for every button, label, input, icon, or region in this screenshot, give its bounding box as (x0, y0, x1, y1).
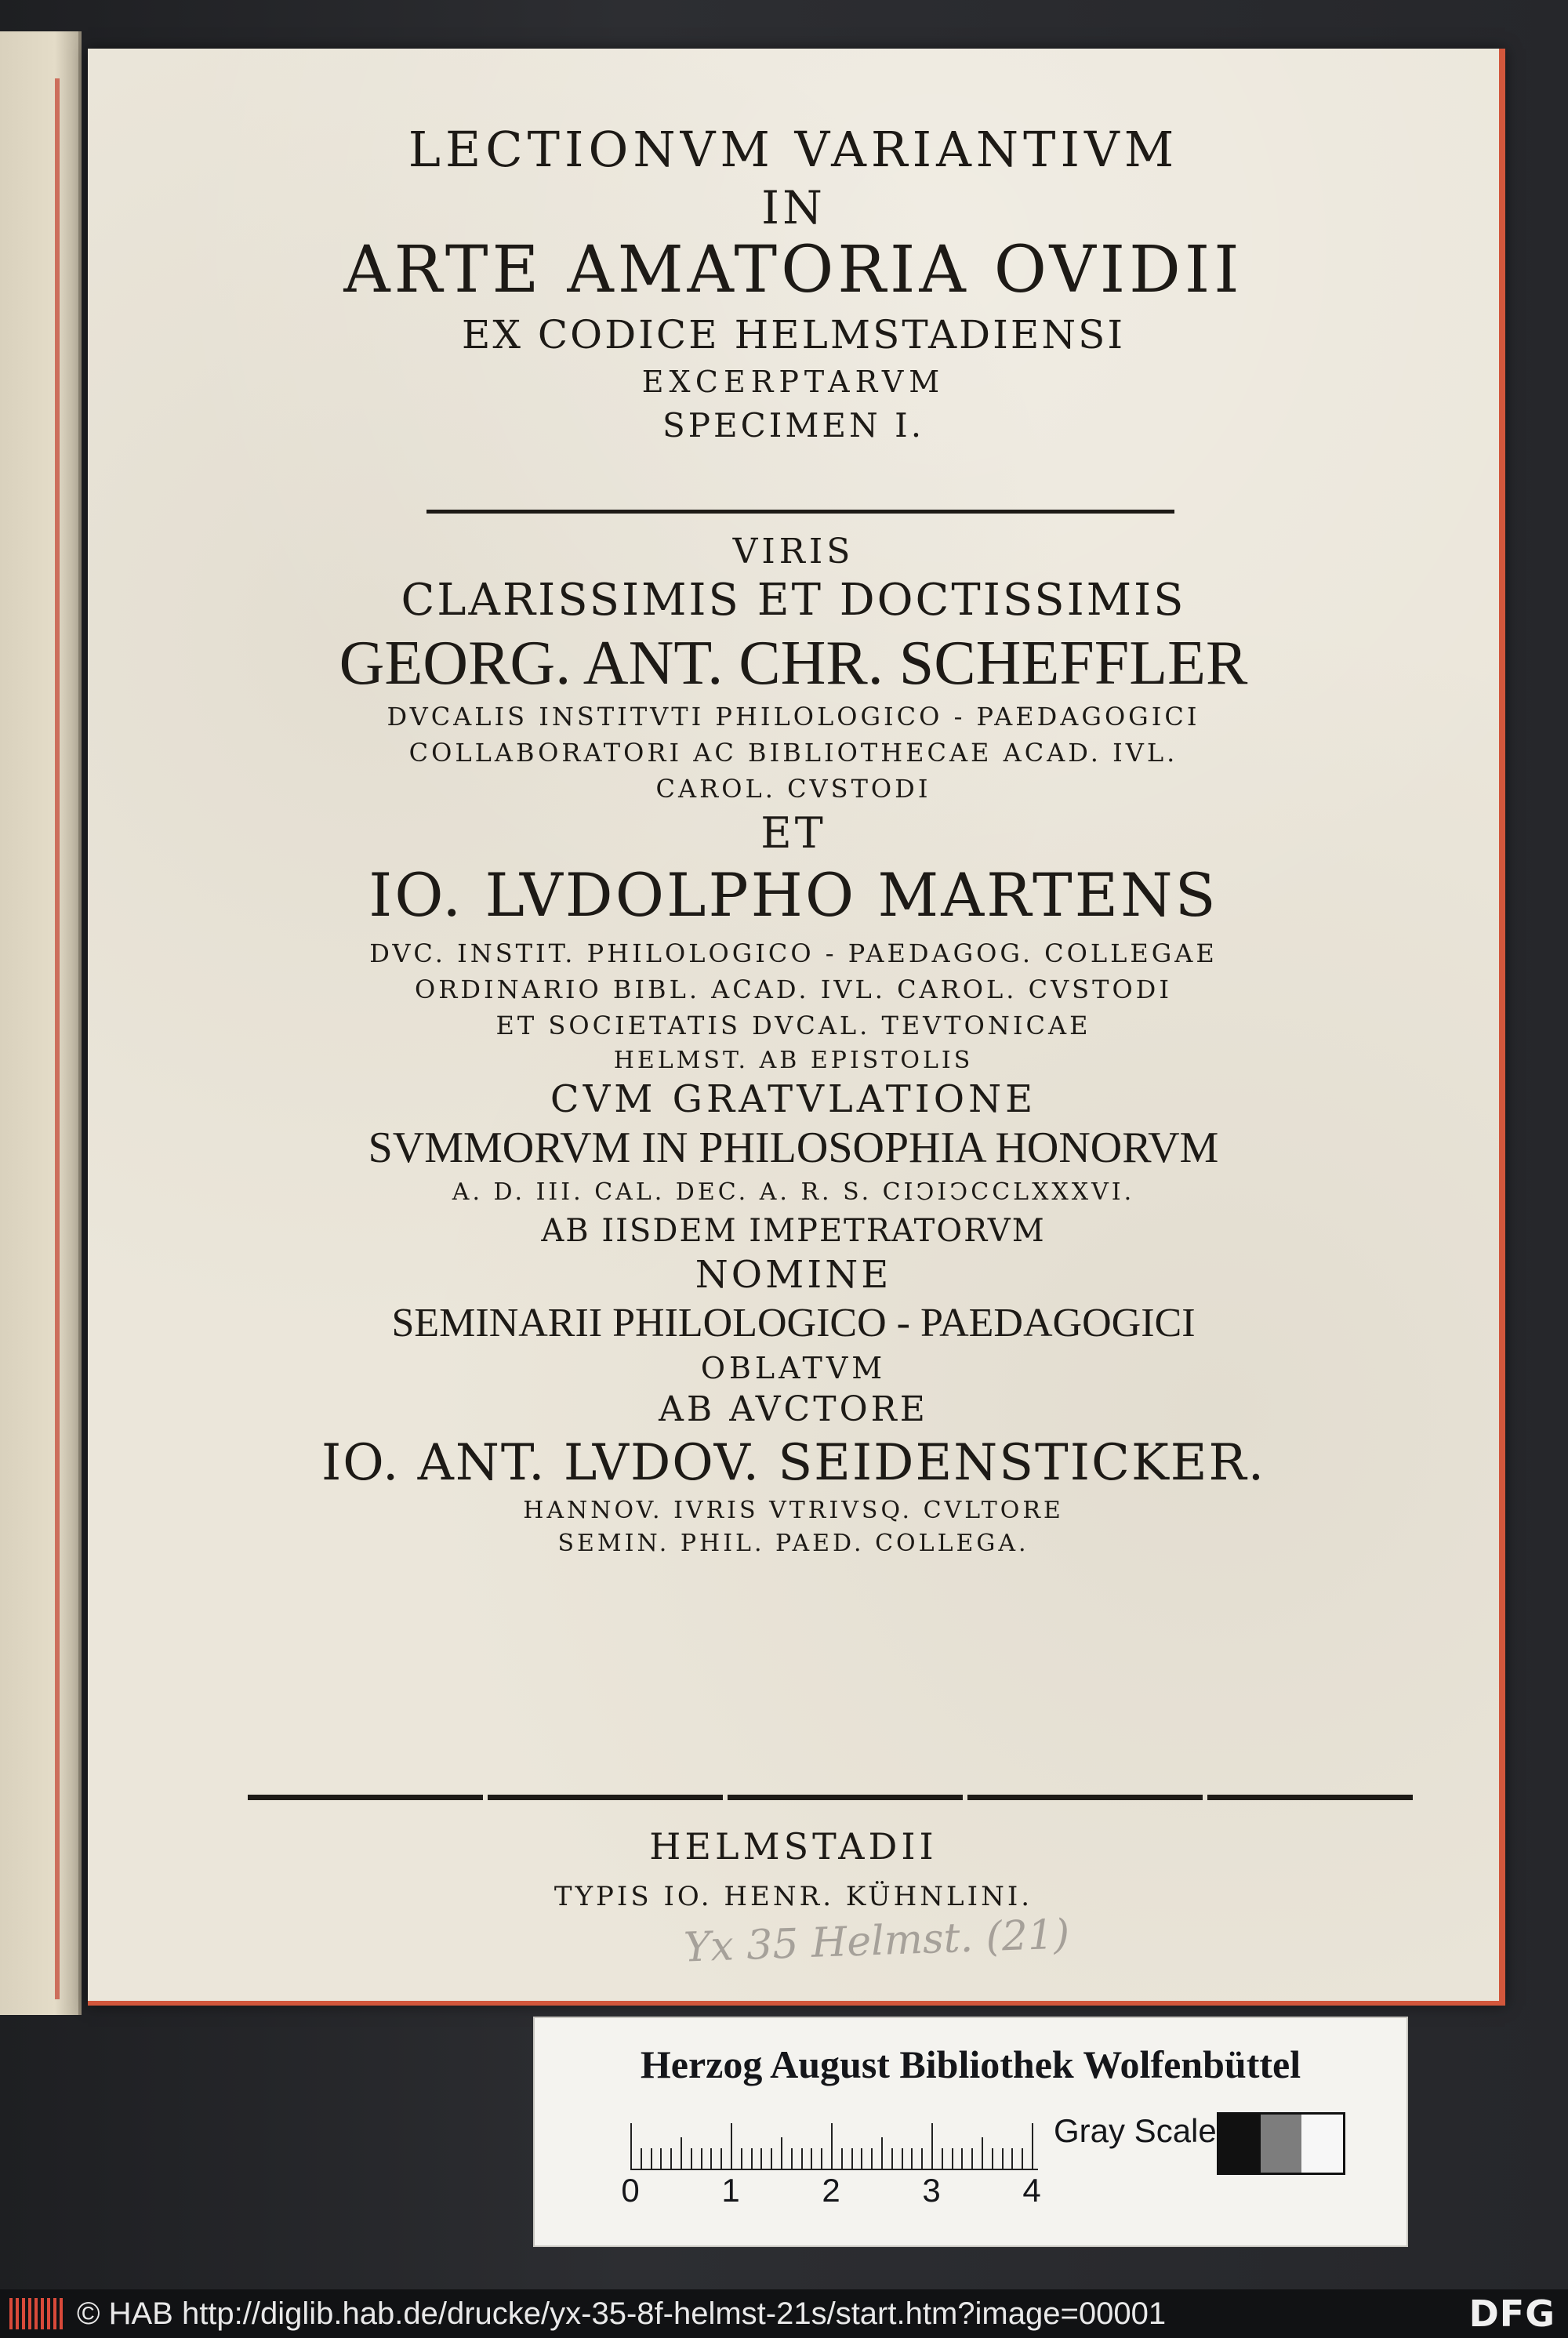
ruler-tick (982, 2137, 983, 2169)
summorum-line: SVMMORVM IN PHILOSOPHIA HONORVM (368, 1124, 1219, 1172)
gray-patch-1 (1219, 2115, 1261, 2173)
ruler-tick (710, 2148, 712, 2169)
ruler-tick (1011, 2148, 1013, 2169)
ruler-tick (651, 2148, 652, 2169)
ruler-tick (931, 2123, 933, 2169)
measurement-ruler (630, 2122, 1038, 2170)
ruler-tick (731, 2123, 732, 2169)
nomine-line: NOMINE (695, 1253, 892, 1297)
ruler-tick (942, 2148, 943, 2169)
ruler-label-2: 2 (822, 2172, 840, 2209)
dedicatee-1-title-line-2: COLLABORATORI AC BIBLIOTHECAE ACAD. IVL. (408, 738, 1178, 768)
imprint-place: HELMSTADII (649, 1825, 938, 1868)
ruler-label-0: 0 (621, 2172, 640, 2209)
dedication-clarissimis: CLARISSIMIS ET DOCTISSIMIS (401, 575, 1186, 626)
ruler-tick (660, 2148, 662, 2169)
title-line-6: SPECIMEN I. (662, 406, 925, 445)
dedicatee-name-2: IO. LVDOLPHO MARTENS (368, 860, 1218, 930)
ruler-tick (851, 2148, 853, 2169)
oblatum-line: OBLATVM (700, 1351, 887, 1385)
ruler-tick (1032, 2123, 1033, 2169)
dedication-block (88, 532, 1499, 1565)
date-line: A. D. III. CAL. DEC. A. R. S. CIϽIϽCCLXXXVI. (452, 1178, 1135, 1206)
author-title-line-2: SEMIN. PHIL. PAED. COLLEGA. (557, 1530, 1029, 1557)
ruler-tick (1022, 2148, 1023, 2169)
title-line-3: ARTE AMATORIA OVIDII (343, 233, 1243, 307)
ruler-label-3: 3 (922, 2172, 941, 2209)
author-name: IO. ANT. LVDOV. SEIDENSTICKER. (321, 1434, 1266, 1492)
dedicatee-2-title-line-4: HELMST. AB EPISTOLIS (613, 1047, 974, 1074)
ruler-tick (751, 2148, 753, 2169)
ruler-tick (902, 2148, 903, 2169)
gray-patch-3 (1301, 2115, 1343, 2173)
ruler-tick (701, 2148, 702, 2169)
ruler-tick (871, 2148, 873, 2169)
title-page (88, 49, 1505, 2006)
title-block (88, 121, 1499, 445)
ruler-tick (781, 2137, 782, 2169)
ruler-tick (821, 2148, 822, 2169)
adjacent-page-red-edge (55, 78, 60, 1999)
ruler-tick (630, 2123, 632, 2169)
ruler-tick (771, 2148, 772, 2169)
ruler-tick (791, 2148, 793, 2169)
ruler-tick (641, 2148, 642, 2169)
ruler-tick (811, 2148, 812, 2169)
ruler-labels (535, 2172, 1406, 2219)
ruler-tick (1002, 2148, 1004, 2169)
dfg-logo: DFG (1468, 2293, 1555, 2335)
dedicatee-1-title-line-3: CAROL. CVSTODI (655, 774, 931, 804)
ruler-label-1: 1 (721, 2172, 740, 2209)
dedicatee-2-title-line-2: ORDINARIO BIBL. ACAD. IVL. CAROL. CVSTODI (415, 975, 1172, 1004)
library-calibration-card (533, 2017, 1408, 2247)
source-credit-link[interactable]: © HAB http://diglib.hab.de/drucke/yx-35-8f-helmst-21s/start.htm?image=00001 (77, 2296, 1167, 2331)
gratulatione-line: CVM GRATVLATIONE (550, 1077, 1037, 1121)
ruler-tick (720, 2148, 722, 2169)
ruler-tick (801, 2148, 803, 2169)
seminarii-line: SEMINARII PHILOLOGICO - PAEDAGOGICI (391, 1301, 1196, 1345)
ruler-tick (992, 2148, 993, 2169)
dedicatee-1-title-line-1: DVCALIS INSTITVTI PHILOLOGICO - PAEDAGOGICI (387, 702, 1200, 732)
auctore-line: AB AVCTORE (659, 1389, 928, 1429)
ruler-tick (861, 2148, 862, 2169)
imprint-printer: TYPIS IO. HENR. KÜHNLINI. (554, 1881, 1033, 1912)
title-line-2: IN (761, 181, 826, 234)
handwritten-shelfmark: Yx 35 Helmst. (21) (683, 1911, 1071, 1972)
adjacent-page-edge (0, 31, 82, 2015)
library-name: Herzog August Bibliothek Wolfenbüttel (640, 2042, 1301, 2086)
divider-rule (426, 510, 1174, 514)
ruler-tick (891, 2148, 893, 2169)
ruler-tick (760, 2148, 762, 2169)
ruler-tick (881, 2137, 883, 2169)
dedication-et: ET (760, 808, 826, 858)
footer-bar (0, 2289, 1568, 2338)
title-line-4: EX CODICE HELMSTADIENSI (461, 312, 1126, 358)
imprint-block (88, 1825, 1499, 1912)
ruler-tick (831, 2123, 833, 2169)
ruler-tick (971, 2148, 973, 2169)
ruler-tick (691, 2148, 692, 2169)
ruler-tick (911, 2148, 913, 2169)
imprint-divider-rule (248, 1795, 1413, 1800)
ruler-tick (741, 2148, 742, 2169)
ruler-tick (952, 2148, 953, 2169)
barcode-icon (9, 2298, 64, 2329)
ruler-tick (961, 2148, 963, 2169)
gray-scale-patches (1217, 2112, 1345, 2175)
ruler-label-4: 4 (1022, 2172, 1041, 2209)
dedication-viris: VIRIS (732, 532, 855, 572)
title-line-5: EXCERPTARVM (641, 365, 946, 399)
title-line-1: LECTIONVM VARIANTIVM (408, 121, 1179, 178)
iisdem-line: AB IISDEM IMPETRATORVM (541, 1213, 1046, 1249)
dedicatee-name-1: GEORG. ANT. CHR. SCHEFFLER (339, 629, 1248, 698)
ruler-tick (670, 2148, 672, 2169)
ruler-tick (841, 2148, 843, 2169)
ruler-tick (921, 2148, 923, 2169)
gray-scale-label: Gray Scale (1054, 2112, 1217, 2149)
dedicatee-2-title-line-1: DVC. INSTIT. PHILOLOGICO - PAEDAGOG. COLLEGAE (369, 938, 1218, 968)
gray-patch-2 (1261, 2115, 1302, 2173)
author-title-line-1: HANNOV. IVRIS VTRIVSQ. CVLTORE (523, 1497, 1064, 1524)
dedicatee-2-title-line-3: ET SOCIETATIS DVCAL. TEVTONICAE (495, 1011, 1091, 1040)
ruler-tick (681, 2137, 682, 2169)
